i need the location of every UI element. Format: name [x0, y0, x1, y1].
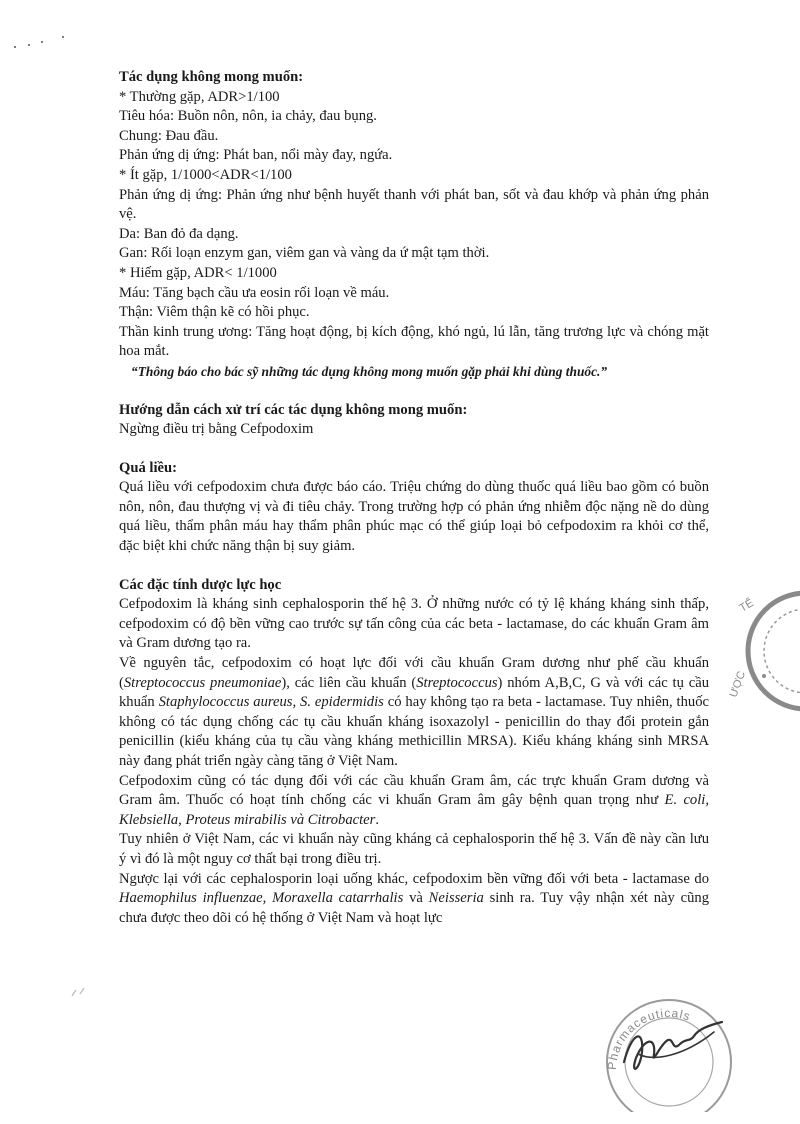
adverse-line: Da: Ban đỏ đa dạng. [119, 225, 239, 242]
text-run: Cefpodoxim cũng có tác dụng đối với các cầu khuẩn Gram âm, các trực khuẩn Gram dương và Gram âm. Thuốc có hoạt tính chống các vi khuẩn Gram âm gây bệnh quan trọng như [119, 772, 709, 809]
stamp-text: Pharmaceuticals [604, 1005, 693, 1071]
overdose-text: Quá liều với cefpodoxim chưa được báo cáo. Triệu chứng do dùng thuốc quá liều bao gồm có buồn nôn, nôn, đau thượng vị và đi tiêu chảy. Trong trường hợp có phản ứng nhiễm độc nặng nề do dùng quá liều, thẩm phân máu hay thẩm phân phúc mạc có thể giúp loại bỏ cefpodoxim ra khỏi cơ thể, đặc biệt khi chức năng thận bị suy giảm. [119, 479, 709, 555]
smudge-mark [72, 988, 84, 996]
stamp-text: ƯỢC [727, 669, 748, 700]
document-body [119, 68, 709, 928]
text-run: Về nguyên tắc, cefpodoxim có hoạt lực đối với cầu khuẩn Gram dương như phế cầu khuẩn ( [119, 655, 709, 691]
adverse-line: Thận: Viêm thận kẽ có hồi phục. [119, 304, 310, 321]
text-run: . [375, 811, 379, 828]
company-stamp [594, 992, 744, 1112]
adverse-line: Phản ứng dị ứng: Phản ứng như bệnh huyết thanh với phát ban, sốt và đau khớp và phản ứng phản vệ. [119, 186, 709, 223]
organism-name: E. coli, Klebsiella, Proteus mirabilis và Citrobacter [119, 792, 709, 828]
speck [62, 36, 64, 38]
text-run: Ngược lại với các cephalosporin loại uống khác, cefpodoxim bền vững đối với beta - lactamase do [119, 870, 709, 887]
signature-stroke [638, 1032, 714, 1057]
adverse-line: Tiêu hóa: Buồn nôn, nôn, ia chảy, đau bụng. [119, 108, 377, 125]
handling-text: Ngừng điều trị bằng Cefpodoxim [119, 421, 314, 438]
doctor-notice: “Thông báo cho bác sỹ những tác dụng không mong muốn gặp phải khi dùng thuốc.” [131, 363, 608, 379]
text-run: ), các liên cầu khuẩn ( [281, 674, 417, 691]
organism-name: Neisseria [428, 890, 484, 907]
adverse-line: Phản ứng dị ứng: Phát ban, nổi mày đay, ngứa. [119, 147, 393, 164]
stamp-ring [748, 593, 800, 709]
overdose-title: Quá liều: [119, 459, 177, 476]
adverse-effects-title: Tác dụng không mong muốn: [119, 69, 304, 85]
organism-name: Haemophilus influenzae, Moraxella catarrhalis [119, 890, 404, 907]
adverse-line: Thần kinh trung ương: Tăng hoạt động, bị kích động, khó ngủ, lú lẫn, tăng trương lực và chóng mặt hoa mắt. [119, 323, 709, 360]
text-run: có hay không tạo ra beta - lactamase. Tuy nhiên, thuốc không có tác dụng chống các tụ cầu khuẩn kháng isoxazolyl - penicillin do thay đổi protein gắn penicillin (kiểu kháng của tụ cầu vàng kháng methicillin MRSA). Kiểu kháng kháng sinh MRSA này đang phát triển ngày càng tăng ở Việt Nam. [119, 694, 709, 769]
organism-name: Staphylococcus aureus, S. epidermidis [158, 694, 384, 711]
organism-name: Streptococcus pneumoniae [123, 674, 282, 691]
pharmacodynamics-paragraph: Cefpodoxim là kháng sinh cephalosporin thế hệ 3. Ở những nước có tỷ lệ kháng kháng sinh thấp, cefpodoxim có độ bền vững cao trước sự tấn công của các beta - lactamase, do các khuẩn Gram âm và Gram dương tạo ra. [119, 596, 709, 652]
pharmacodynamics-paragraph [119, 654, 709, 772]
right-edge-stamp [726, 586, 800, 716]
pharmacodynamics-paragraph: Tuy nhiên ở Việt Nam, các vi khuẩn này cũng kháng cả cephalosporin thế hệ 3. Vấn đề này cần lưu ý vì đó là một nguy cơ thất bại trong điều trị. [119, 831, 709, 867]
text-run: ) nhóm A,B,C, G và với các tụ cầu khuẩn [119, 674, 709, 711]
handling-title: Hướng dẫn cách xử trí các tác dụng không mong muốn: [119, 401, 468, 418]
speck [28, 44, 30, 46]
pharmacodynamics-title: Các đặc tính dược lực học [119, 576, 282, 593]
organism-name: Streptococcus [416, 674, 498, 691]
speck [14, 46, 16, 48]
adverse-line: Máu: Tăng bạch cầu ưa eosin rối loạn về máu. [119, 284, 390, 301]
adverse-line: * Ít gặp, 1/1000<ADR<1/100 [119, 166, 292, 183]
adverse-line: Gan: Rối loạn enzym gan, viêm gan và vàng da ứ mật tạm thời. [119, 245, 490, 262]
stamp-dot [762, 674, 766, 678]
stamp-inner-ring [764, 609, 800, 693]
stamp-text: TẾ [737, 597, 756, 615]
pharmacodynamics-paragraph [119, 870, 709, 929]
adverse-line: * Hiếm gặp, ADR< 1/1000 [119, 264, 277, 281]
text-run: sinh ra. Tuy vậy nhận xét này cũng chưa được theo dõi có hệ thống ở Việt Nam và hoạt lực [119, 890, 709, 926]
adverse-line: Chung: Đau đầu. [119, 127, 219, 144]
pharmacodynamics-paragraph [119, 772, 709, 831]
text-run: và [403, 890, 429, 907]
scan-smudge [68, 982, 98, 1002]
adverse-line: * Thường gặp, ADR>1/100 [119, 88, 280, 105]
speck [41, 41, 43, 43]
